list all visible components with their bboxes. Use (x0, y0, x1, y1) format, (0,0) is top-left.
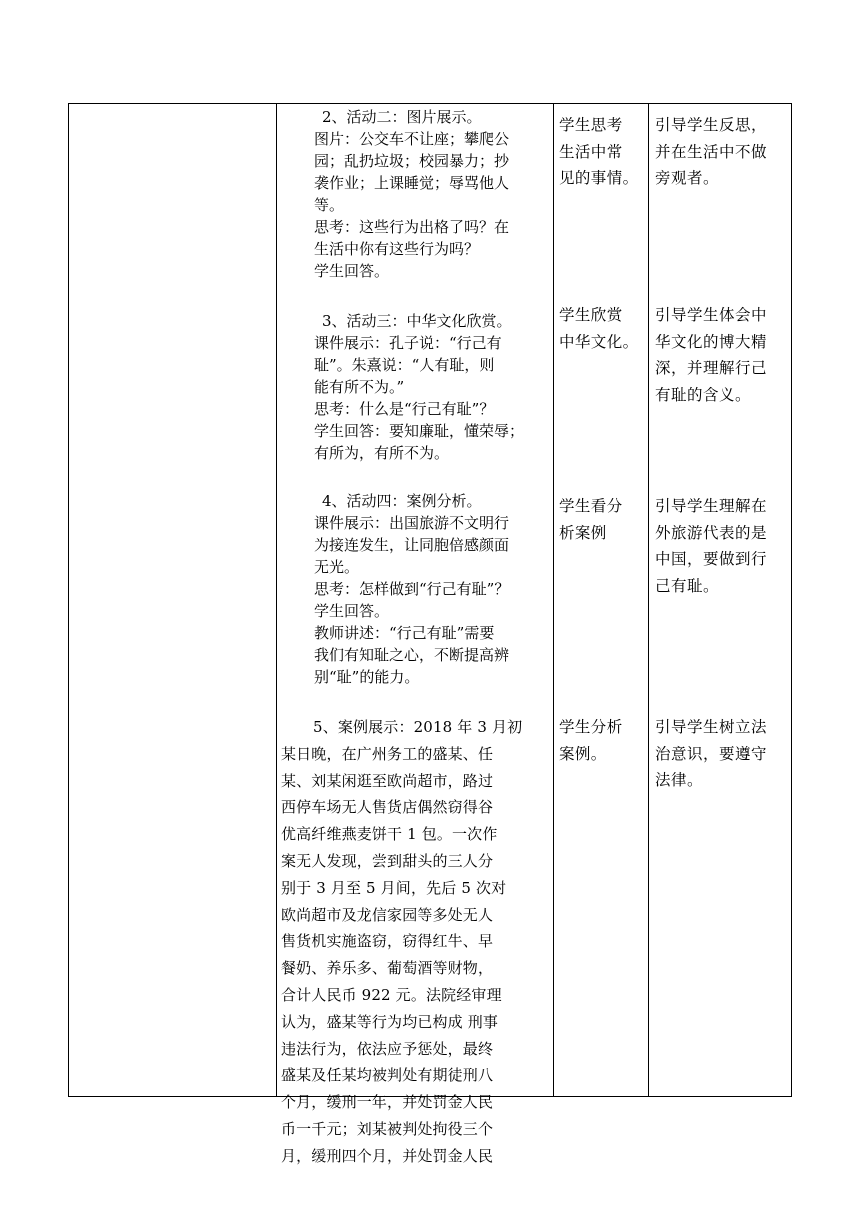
text-line: 教师讲述：“行己有耻”需要 (314, 624, 495, 642)
activity-title: 5、案例展示：2018 年 3 月初 (313, 718, 523, 736)
text-line: 引导学生体会中 (655, 306, 768, 324)
text-line: 生活中常 (559, 142, 623, 161)
text-line: 学生看分 (559, 497, 623, 515)
text-line: 欧尚超市及龙信家园等多处无人 (281, 905, 494, 924)
text-line: 法律。 (655, 771, 704, 789)
activity-3-intent (655, 302, 787, 408)
lesson-table (68, 103, 792, 1165)
text-line: 优高纤维燕麦饼干 1 包。一次作 (281, 825, 498, 844)
text-line: 我们有知耻之心，不断提高辨 (314, 646, 510, 664)
text-line: 别“耻”的能力。 (314, 668, 420, 686)
text-line: 个月，缓刑一年，并处罚金人民 (281, 1093, 494, 1112)
activity-2-content (314, 106, 546, 282)
text-line: 课件展示：孔子说：“行己有 (314, 334, 502, 352)
text-line: 袭作业；上课睡觉；辱骂他人 (314, 174, 510, 192)
text-line: 中国，要做到行 (655, 550, 768, 568)
activity-3-content (314, 310, 546, 464)
text-line: 餐奶、养乐多、葡萄酒等财物， (281, 959, 494, 978)
text-line: 课件展示：出国旅游不文明行 (314, 514, 510, 532)
column-divider (553, 104, 554, 1096)
column-divider (648, 104, 649, 1096)
text-line: 某、刘某闲逛至欧尚超市，路过 (281, 771, 494, 790)
activity-title: 2、活动二：图片展示。 (322, 108, 482, 126)
activity-2-intent (655, 112, 787, 192)
activity-title: 3、活动三：中华文化欣赏。 (322, 312, 512, 330)
text-line: 学生分析 (559, 718, 623, 736)
text-line: 学生回答。 (314, 262, 390, 280)
activity-4-content (314, 490, 546, 688)
text-line: 违法行为，依法应予惩处，最终 (281, 1039, 494, 1058)
text-line: 合计人民币 922 元。法院经审理 (281, 985, 502, 1004)
text-line: 币一千元；刘某被判处拘役三个 (281, 1119, 494, 1138)
text-line: 引导学生理解在 (655, 497, 768, 515)
text-line: 有耻的含义。 (655, 385, 752, 404)
activity-5-content (281, 714, 547, 1170)
text-line: 学生欣赏 (559, 306, 623, 324)
text-line: 月，缓刑四个月，并处罚金人民 (281, 1146, 494, 1165)
text-line: 图片：公交车不让座；攀爬公 (314, 130, 510, 148)
text-line: 西停车场无人售货店偶然窃得谷 (281, 798, 494, 817)
activity-title: 4、活动四：案例分析。 (322, 492, 482, 510)
text-line: 为接连发生，让同胞倍感颜面 (314, 536, 510, 554)
text-line: 等。 (314, 196, 345, 214)
text-line: 思考：什么是“行己有耻”？ (314, 400, 495, 418)
activity-5-student (559, 714, 647, 767)
text-line: 别于 3 月至 5 月间，先后 5 次对 (281, 878, 507, 897)
text-line: 案例。 (559, 744, 607, 763)
text-line: 思考：这些行为出格了吗？在 (314, 218, 510, 236)
text-line: 引导学生树立法 (655, 718, 768, 736)
text-line: 园；乱扔垃圾；校园暴力；抄 (314, 152, 510, 170)
text-line: 认为，盛某等行为均已构成 刑事 (281, 1012, 499, 1031)
text-line: 思考：怎样做到“行己有耻”？ (314, 580, 510, 598)
text-line: 某日晚，在广州务工的盛某、任 (281, 744, 494, 763)
text-line: 学生回答：要知廉耻，懂荣辱； (314, 422, 525, 440)
activity-3-student (559, 302, 647, 355)
text-line: 华文化的博大精 (655, 332, 768, 351)
activity-4-student (559, 493, 647, 546)
text-line: 治意识，要遵守 (655, 744, 768, 763)
text-line: 有所为，有所不为。 (314, 444, 450, 462)
text-line: 外旅游代表的是 (655, 523, 768, 542)
column-divider (276, 104, 277, 1096)
text-line: 售货机实施盗窃，窃得红牛、早 (281, 932, 494, 951)
activity-4-intent (655, 493, 787, 599)
text-line: 学生思考 (559, 116, 623, 134)
text-line: 盛某及任某均被判处有期徒刑八 (281, 1066, 494, 1085)
text-line: 深，并理解行己 (655, 359, 768, 377)
text-line: 能有所不为。” (314, 378, 405, 396)
text-line: 耻”。朱熹说：“人有耻，则 (314, 356, 495, 374)
text-line: 并在生活中不做 (655, 142, 768, 161)
text-line: 生活中你有这些行为吗？ (314, 240, 480, 258)
text-line: 析案例 (559, 523, 607, 542)
text-line: 案无人发现，尝到甜头的三人分 (281, 851, 494, 870)
text-line: 己有耻。 (655, 576, 720, 595)
activity-2-student (559, 112, 647, 192)
text-line: 见的事情。 (559, 169, 639, 187)
text-line: 引导学生反思， (655, 116, 768, 134)
text-line: 学生回答。 (314, 602, 390, 620)
text-line: 旁观者。 (655, 169, 720, 187)
text-line: 无光。 (314, 558, 360, 576)
text-line: 中华文化。 (559, 332, 639, 351)
activity-5-intent (655, 714, 787, 794)
